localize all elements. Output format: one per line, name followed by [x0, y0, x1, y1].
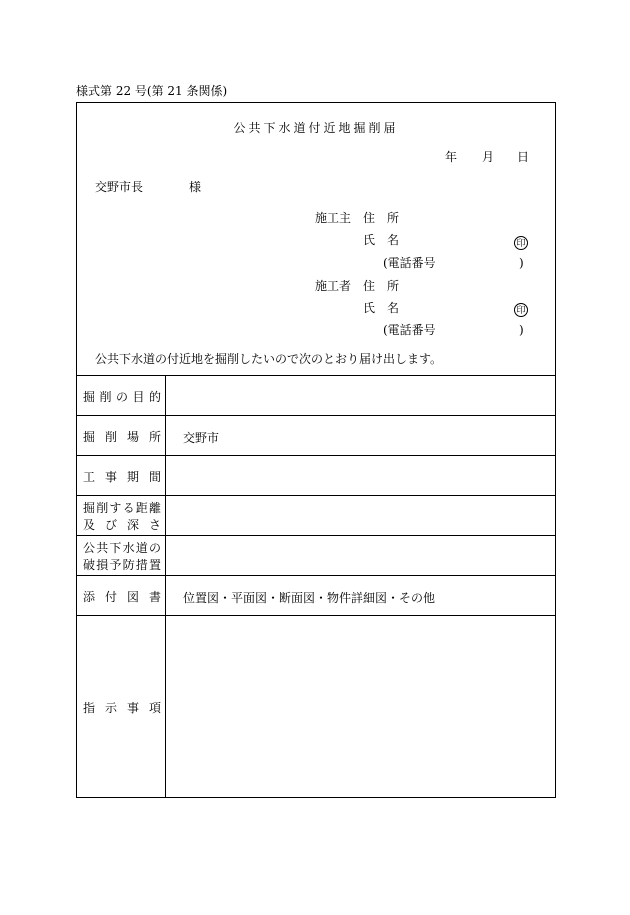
row-label-distance-line1: 掘削する距離 — [83, 501, 161, 515]
row-label-prevention-line2: 破損予防措置 — [83, 558, 161, 572]
row-divider — [77, 415, 555, 416]
row-divider — [77, 455, 555, 456]
row-label-distance-line2: 及び深さ — [83, 518, 161, 532]
row-divider — [77, 535, 555, 536]
applicant-phone-label: (電話番号 — [383, 256, 436, 270]
contractor-address-label: 住 所 — [363, 279, 400, 293]
statement: 公共下水道の付近地を掘削したいので次のとおり届け出します。 — [95, 352, 443, 366]
row-divider — [77, 495, 555, 496]
form-frame — [76, 102, 556, 798]
applicant-seal — [514, 233, 528, 250]
row-label-prevention-line1: 公共下水道の — [83, 541, 161, 555]
date-month: 月 — [482, 150, 495, 164]
column-divider — [165, 375, 166, 797]
row-label-instructions: 指示事項 — [83, 701, 161, 715]
date-year: 年 — [445, 150, 458, 164]
applicant-phone-close: ) — [519, 256, 524, 270]
applicant-role: 施工主 — [315, 211, 352, 225]
contractor-role: 施工者 — [315, 279, 352, 293]
addressee-name: 交野市長 — [95, 180, 144, 194]
date-day: 日 — [517, 150, 530, 164]
seal-icon: 印 — [514, 236, 528, 250]
table-top-border — [77, 375, 555, 376]
applicant-name-label: 氏 名 — [363, 233, 400, 247]
form-number: 様式第 22 号(第 21 条関係) — [76, 84, 228, 98]
addressee-honorific: 様 — [189, 180, 202, 194]
form-title: 公共下水道付近地掘削届 — [233, 121, 399, 135]
contractor-seal — [514, 300, 528, 317]
row-value-location[interactable]: 交野市 — [183, 431, 220, 445]
applicant-address-label: 住 所 — [363, 211, 400, 225]
seal-icon: 印 — [514, 303, 528, 317]
row-label-purpose: 掘削の目的 — [83, 390, 161, 404]
contractor-name-label: 氏 名 — [363, 301, 400, 315]
contractor-phone-close: ) — [519, 323, 524, 337]
row-label-attachments: 添付図書 — [83, 590, 161, 604]
row-divider — [77, 615, 555, 616]
row-label-location: 掘削場所 — [83, 430, 161, 444]
row-label-period: 工事期間 — [83, 470, 161, 484]
contractor-phone-label: (電話番号 — [383, 323, 436, 337]
row-value-attachments: 位置図・平面図・断面図・物件詳細図・その他 — [183, 591, 436, 605]
row-divider — [77, 575, 555, 576]
